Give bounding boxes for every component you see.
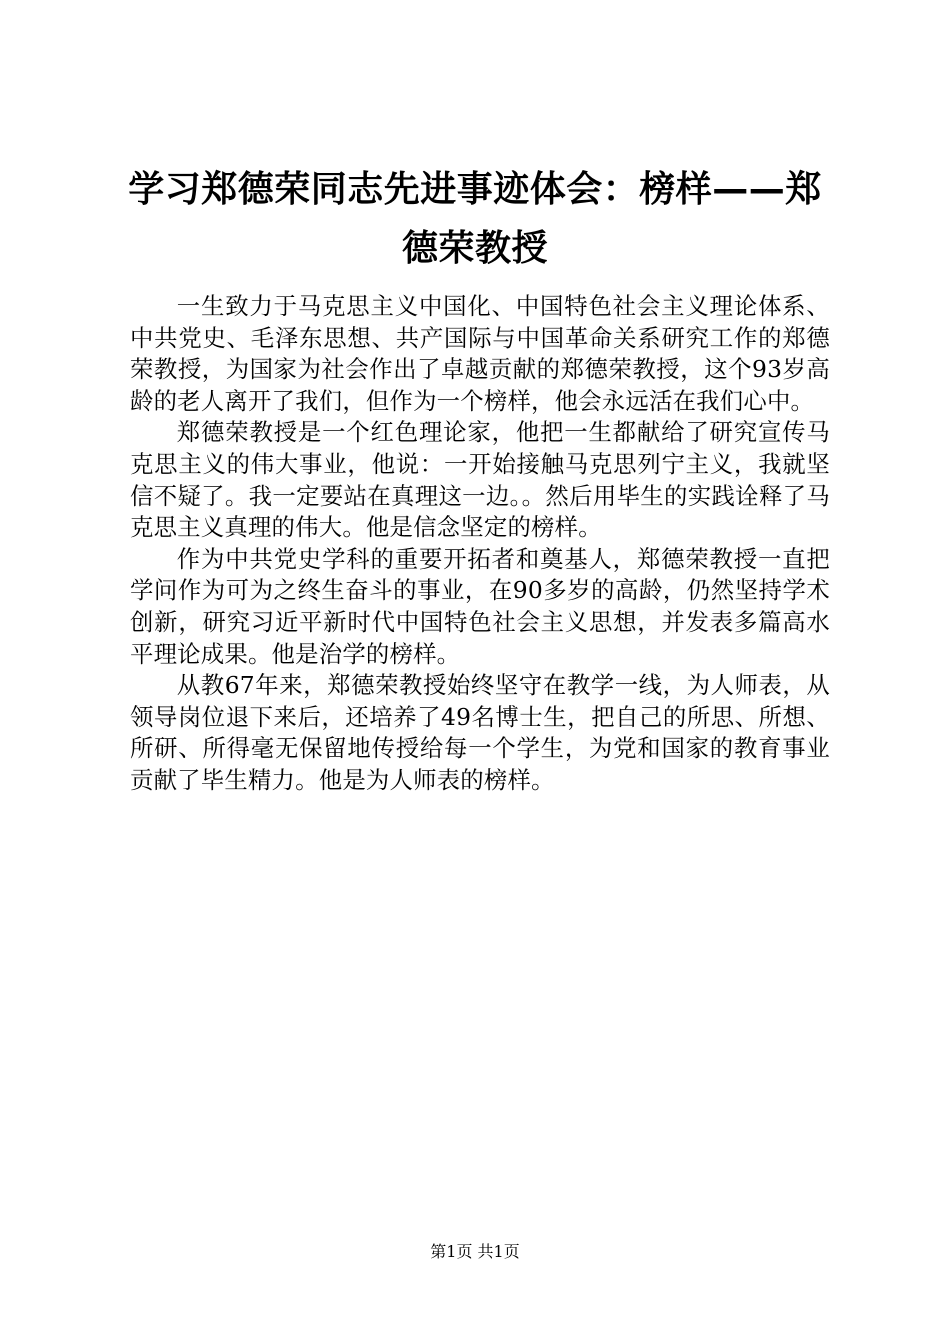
document-body (130, 291, 830, 797)
paragraph-1: 一生致力于马克思主义中国化、中国特色社会主义理论体系、中共党史、毛泽东思想、共产国际与中国革命关系研究工作的郑德荣教授，为国家为社会作出了卓越贡献的郑德荣教授，这个93岁高龄的老人离开了我们，但作为一个榜样，他会永远活在我们心中。 (130, 292, 830, 415)
document-title: 学习郑德荣同志先进事迹体会：榜样——郑德荣教授 (128, 169, 822, 269)
paragraph-2: 郑德荣教授是一个红色理论家，他把一生都献给了研究宣传马克思主义的伟大事业，他说：一开始接触马克思列宁主义，我就坚信不疑了。我一定要站在真理这一边。。然后用毕生的实践诠释了马克思主义真理的伟大。他是信念坚定的榜样。 (130, 418, 830, 542)
paragraph-3: 作为中共党史学科的重要开拓者和奠基人，郑德荣教授一直把学问作为可为之终生奋斗的事业，在90多岁的高龄，仍然坚持学术创新，研究习近平新时代中国特色社会主义思想，并发表多篇高水平理论成果。他是治学的榜样。 (130, 544, 830, 668)
page-footer: 第1页 共1页 (430, 1242, 520, 1261)
paragraph-4: 从教67年来，郑德荣教授始终坚守在教学一线，为人师表，从领导岗位退下来后，还培养了49名博士生，把自己的所思、所想、所研、所得毫无保留地传授给每一个学生，为党和国家的教育事业贡献了毕生精力。他是为人师表的榜样。 (130, 671, 830, 794)
